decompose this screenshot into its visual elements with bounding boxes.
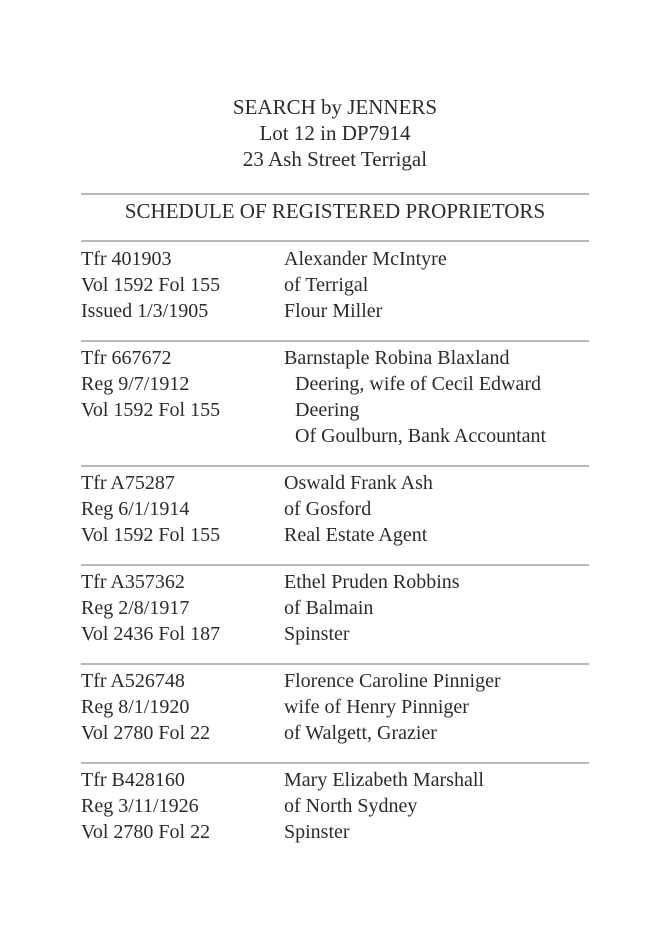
- proprietor-occupation: Spinster: [284, 623, 350, 645]
- proprietor-details: [284, 345, 604, 449]
- registration-date: Reg 2/8/1917: [81, 597, 190, 619]
- proprietor-name: Barnstaple Robina Blaxland: [284, 347, 510, 369]
- proprietor-details: [284, 668, 604, 746]
- registration-details: [81, 668, 281, 746]
- volume-folio: Vol 1592 Fol 155: [81, 274, 221, 296]
- volume-folio: Vol 2780 Fol 22: [81, 821, 211, 843]
- proprietor-name-continued: Deering, wife of Cecil Edward: [295, 373, 542, 395]
- proprietor-spouse: wife of Henry Pinniger: [284, 696, 469, 718]
- transfer-number: Tfr A357362: [81, 571, 185, 593]
- proprietor-occupation: Real Estate Agent: [284, 524, 428, 546]
- proprietor-details: [284, 767, 604, 845]
- proprietor-occupation: Spinster: [284, 821, 350, 843]
- divider: [81, 663, 589, 665]
- divider: [81, 340, 589, 342]
- property-address: 23 Ash Street Terrigal: [242, 147, 428, 171]
- volume-folio: Vol 1592 Fol 155: [81, 524, 221, 546]
- proprietor-name: Florence Caroline Pinniger: [284, 670, 501, 692]
- proprietor-details: [284, 246, 604, 324]
- divider: [81, 465, 589, 467]
- search-title: SEARCH by JENNERS: [232, 95, 438, 119]
- proprietor-name: Ethel Pruden Robbins: [284, 571, 460, 593]
- transfer-number: Tfr A75287: [81, 472, 175, 494]
- transfer-number: Tfr 667672: [81, 347, 172, 369]
- proprietor-residence: of Gosford: [284, 498, 372, 520]
- proprietor-name: Mary Elizabeth Marshall: [284, 769, 484, 791]
- volume-folio: Vol 2436 Fol 187: [81, 623, 221, 645]
- proprietor-occupation: Flour Miller: [284, 300, 383, 322]
- registration-details: [81, 767, 281, 845]
- volume-folio: Vol 1592 Fol 155: [81, 399, 221, 421]
- proprietor-name: Alexander McIntyre: [284, 248, 447, 270]
- transfer-number: Tfr 401903: [81, 248, 172, 270]
- registration-date: Reg 9/7/1912: [81, 373, 190, 395]
- divider: [81, 564, 589, 566]
- registration-date: Reg 6/1/1914: [81, 498, 190, 520]
- registration-details: [81, 345, 281, 423]
- proprietor-details: [284, 470, 604, 548]
- proprietor-name: Oswald Frank Ash: [284, 472, 433, 494]
- transfer-number: Tfr A526748: [81, 670, 185, 692]
- proprietor-residence: of Balmain: [284, 597, 374, 619]
- volume-folio: Vol 2780 Fol 22: [81, 722, 211, 744]
- registration-details: [81, 470, 281, 548]
- search-header: [0, 94, 670, 172]
- registration-date: Reg 8/1/1920: [81, 696, 190, 718]
- transfer-number: Tfr B428160: [81, 769, 185, 791]
- proprietor-residence: of Terrigal: [284, 274, 369, 296]
- divider: [81, 193, 589, 195]
- proprietor-residence: of North Sydney: [284, 795, 418, 817]
- divider: [81, 762, 589, 764]
- proprietor-details: [284, 569, 604, 647]
- registration-date: Reg 3/11/1926: [81, 795, 199, 817]
- proprietor-residence-occupation: Of Goulburn, Bank Accountant: [295, 425, 547, 447]
- proprietor-name-continued: Deering: [295, 399, 360, 421]
- issue-date: Issued 1/3/1905: [81, 300, 209, 322]
- lot-reference: Lot 12 in DP7914: [259, 121, 411, 145]
- registration-details: [81, 246, 281, 324]
- registration-details: [81, 569, 281, 647]
- divider: [81, 240, 589, 242]
- proprietor-residence-occupation: of Walgett, Grazier: [284, 722, 437, 744]
- schedule-title: SCHEDULE OF REGISTERED PROPRIETORS: [124, 199, 546, 223]
